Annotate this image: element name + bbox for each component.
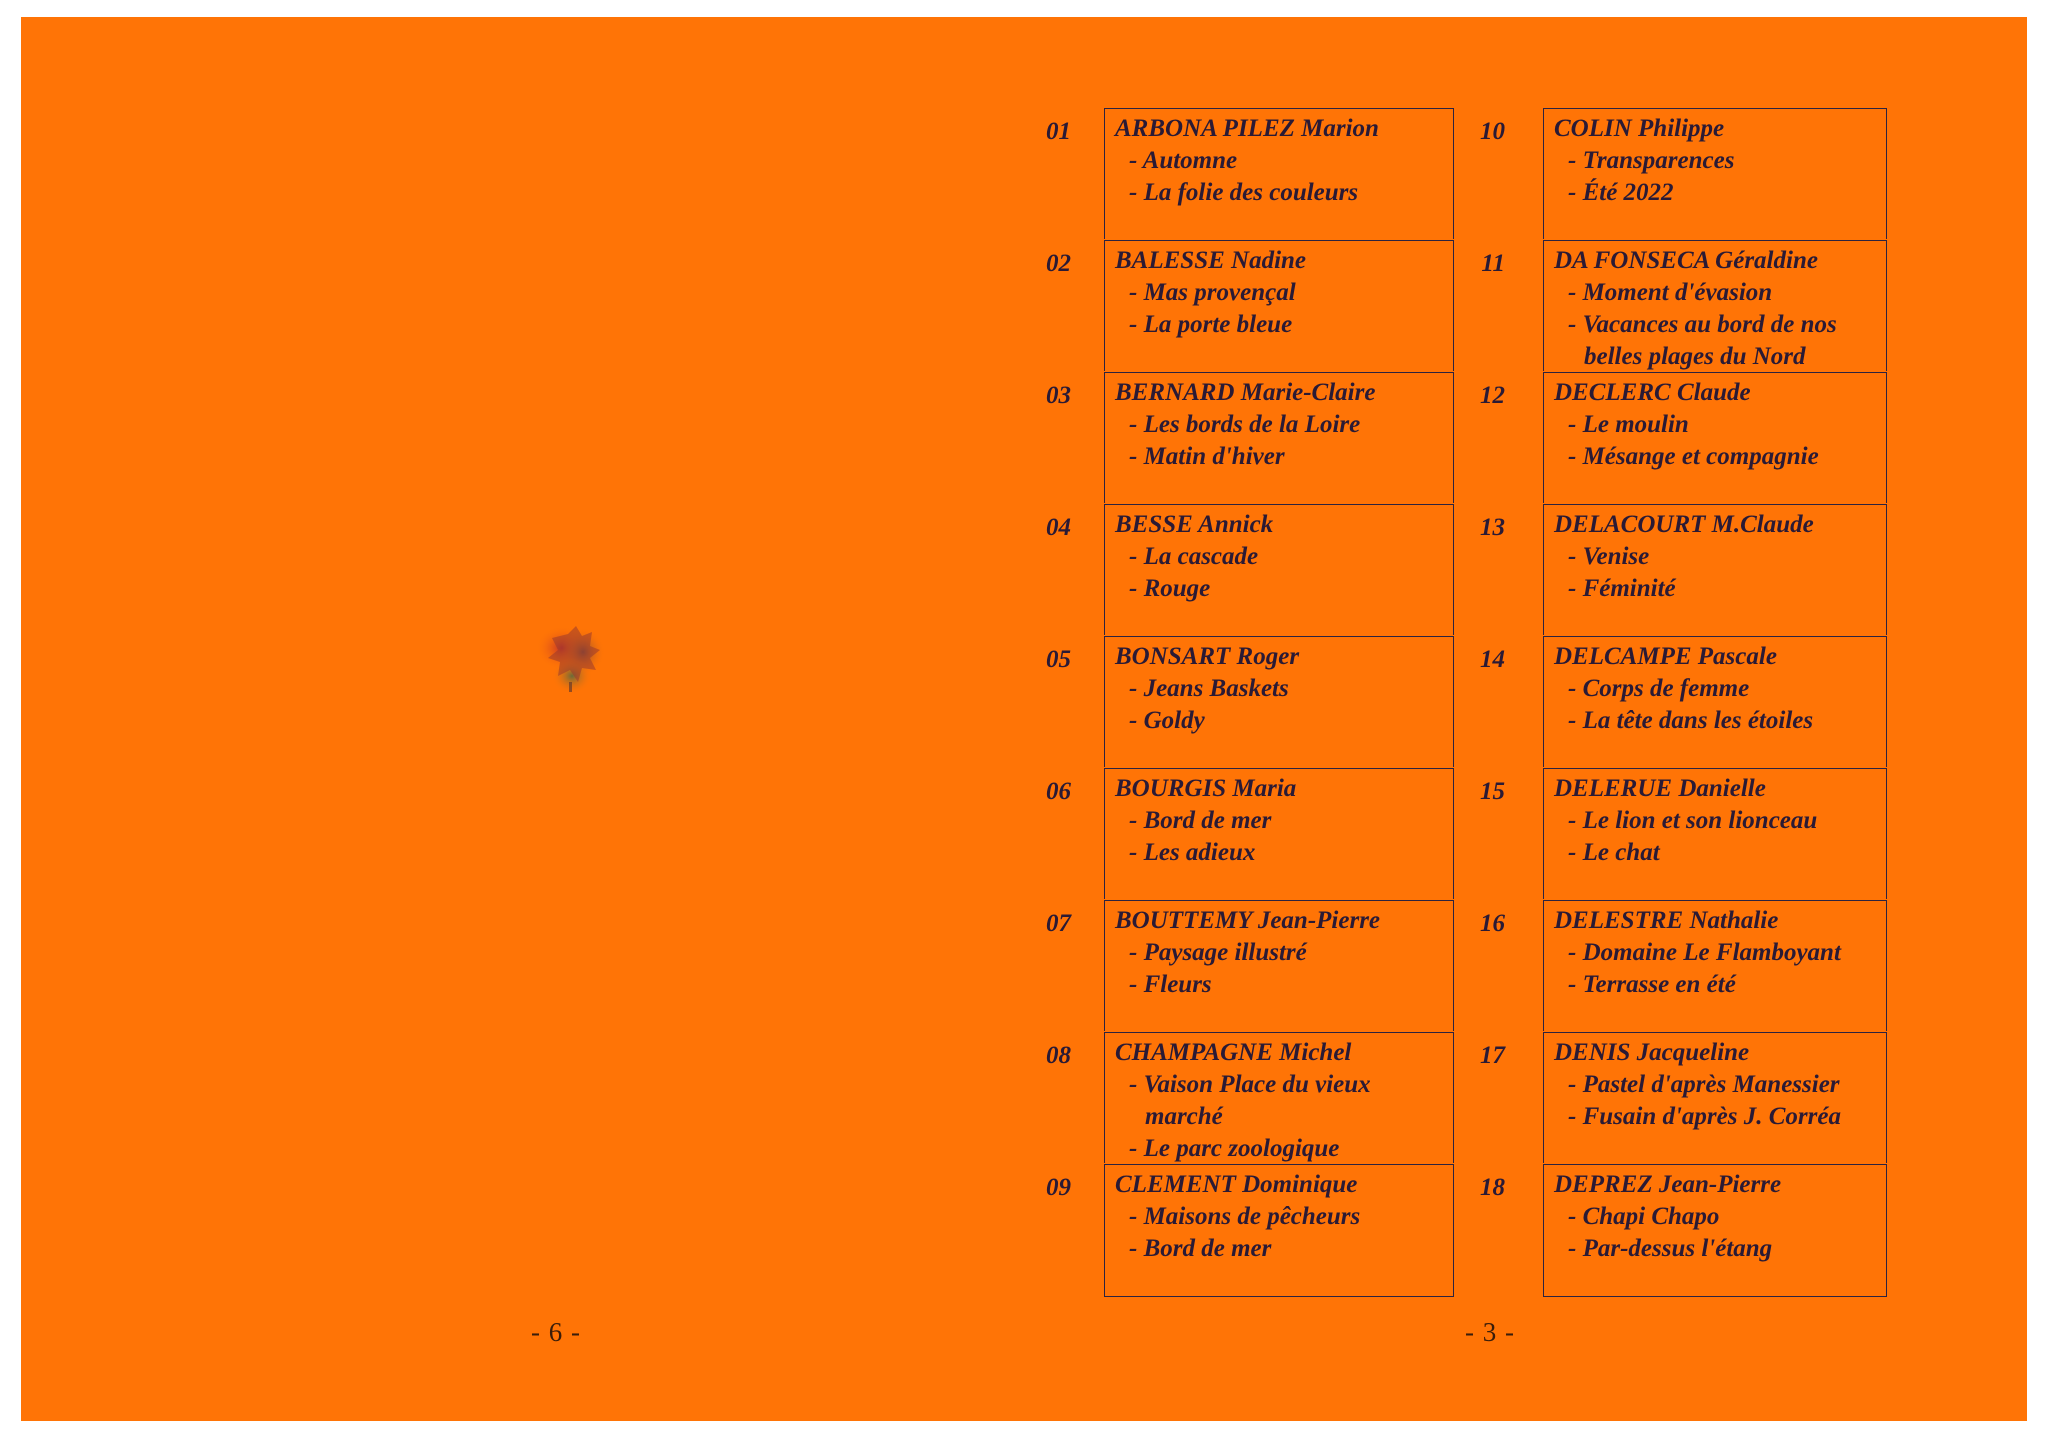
artwork-title-text: - La tête dans les étoiles — [1568, 707, 1814, 734]
artwork-title — [1568, 1069, 1886, 1101]
artwork-title-text: - Les bords de la Loire — [1129, 411, 1361, 438]
entry-box — [1543, 636, 1887, 767]
artwork-title-text: - La folie des couleurs — [1129, 179, 1359, 206]
artist-name: ARBONA PILEZ Marion — [1115, 115, 1379, 142]
entry-box — [1104, 1032, 1454, 1163]
artwork-title — [1129, 673, 1453, 705]
artwork-title-text: - Transparences — [1568, 147, 1735, 174]
artist-name: COLIN Philippe — [1554, 115, 1725, 142]
artwork-title-text: - Jeans Baskets — [1129, 675, 1289, 702]
artist-name: BALESSE Nadine — [1115, 247, 1307, 274]
artwork-title — [1129, 1101, 1453, 1133]
artwork-title-text: - Paysage illustré — [1129, 939, 1307, 966]
artist-name: BERNARD Marie-Claire — [1115, 379, 1376, 406]
artwork-title-text: - Vaison Place du vieux — [1129, 1071, 1371, 1098]
entry-box — [1543, 372, 1887, 503]
artwork-title — [1568, 1233, 1886, 1265]
entry-number: 15 — [1480, 778, 1505, 805]
artwork-title — [1129, 1133, 1453, 1165]
artist-name: CLEMENT Dominique — [1115, 1171, 1358, 1198]
artist-name: DELCAMPE Pascale — [1554, 643, 1777, 670]
entry-number: 14 — [1480, 646, 1505, 673]
artwork-title-text: - Bord de mer — [1129, 807, 1272, 834]
page-number-right: - 3 - — [1465, 1317, 1515, 1347]
artwork-title — [1129, 837, 1453, 869]
entry-box — [1104, 636, 1454, 767]
artwork-title — [1568, 177, 1886, 209]
artwork-title — [1129, 409, 1453, 441]
entry-box — [1104, 768, 1454, 899]
entry-box — [1543, 108, 1887, 239]
artwork-title — [1568, 409, 1886, 441]
artist-name: DA FONSECA Géraldine — [1554, 247, 1818, 274]
entry-number: 12 — [1480, 382, 1505, 409]
artwork-title — [1568, 1101, 1886, 1133]
artwork-title — [1129, 969, 1453, 1001]
entry-box — [1104, 504, 1454, 635]
artwork-title-text: - Maisons de pêcheurs — [1129, 1203, 1361, 1230]
artwork-title-text: - Venise — [1568, 543, 1650, 570]
artist-name: DELESTRE Nathalie — [1554, 907, 1779, 934]
artwork-title — [1129, 1069, 1453, 1101]
artwork-title-text: - Mésange et compagnie — [1568, 443, 1819, 470]
entry-number: 17 — [1480, 1042, 1505, 1069]
artist-name: BOURGIS Maria — [1115, 775, 1297, 802]
artwork-title-text: - Les adieux — [1129, 839, 1256, 866]
artwork-title-text: - Le parc zoologique — [1129, 1135, 1340, 1162]
artist-name: CHAMPAGNE Michel — [1115, 1039, 1352, 1066]
entry-box — [1104, 900, 1454, 1031]
artwork-title — [1129, 1201, 1453, 1233]
artwork-title-text: - Goldy — [1129, 707, 1205, 734]
artwork-title-text: - Le chat — [1568, 839, 1660, 866]
artist-name: DELACOURT M.Claude — [1554, 511, 1814, 538]
artist-name: DECLERC Claude — [1554, 379, 1751, 406]
artwork-title — [1568, 573, 1886, 605]
artwork-title — [1568, 441, 1886, 473]
artwork-title — [1568, 673, 1886, 705]
artwork-title — [1568, 937, 1886, 969]
artwork-title-text: - Le moulin — [1568, 411, 1689, 438]
artwork-title — [1568, 145, 1886, 177]
entry-number: 03 — [1046, 382, 1071, 409]
artwork-title — [1568, 277, 1886, 309]
artwork-title — [1129, 805, 1453, 837]
entry-box — [1104, 1164, 1454, 1297]
artist-name: BOUTTEMY Jean-Pierre — [1115, 907, 1381, 934]
artist-name: DELERUE Danielle — [1554, 775, 1766, 802]
artwork-title — [1129, 1233, 1453, 1265]
artwork-title — [1129, 145, 1453, 177]
artwork-title — [1568, 541, 1886, 573]
booklet-sheet — [21, 17, 2027, 1421]
artwork-title-text: - Vacances au bord de nos — [1568, 311, 1837, 338]
artwork-title-text: - Féminité — [1568, 575, 1676, 602]
artwork-title-text: marché — [1145, 1103, 1223, 1130]
entry-number: 02 — [1046, 250, 1071, 277]
artwork-title-text: - Fleurs — [1129, 971, 1212, 998]
artwork-title — [1568, 805, 1886, 837]
artwork-title-text: - Matin d'hiver — [1129, 443, 1285, 470]
entry-number: 09 — [1046, 1174, 1071, 1201]
entry-number: 11 — [1481, 250, 1505, 277]
artwork-title — [1568, 705, 1886, 737]
artwork-title — [1129, 573, 1453, 605]
artwork-title — [1568, 309, 1886, 341]
artwork-title-text: - Par-dessus l'étang — [1568, 1235, 1773, 1262]
entry-number: 13 — [1480, 514, 1505, 541]
artwork-title-text: - La porte bleue — [1129, 311, 1293, 338]
entry-box — [1104, 240, 1454, 371]
entry-number: 01 — [1046, 118, 1071, 145]
entry-number: 18 — [1480, 1174, 1505, 1201]
artwork-title-text: - La cascade — [1129, 543, 1259, 570]
entry-number: 08 — [1046, 1042, 1071, 1069]
entry-number: 10 — [1480, 118, 1505, 145]
page-number-left: - 6 - — [531, 1317, 581, 1347]
artwork-title-text: - Fusain d'après J. Corréa — [1568, 1103, 1841, 1130]
artwork-title — [1129, 937, 1453, 969]
artwork-title-text: - Terrasse en été — [1568, 971, 1736, 998]
artwork-title-text: - Chapi Chapo — [1568, 1203, 1720, 1230]
entry-number: 07 — [1046, 910, 1071, 937]
artwork-title-text: - Le lion et son lionceau — [1568, 807, 1818, 834]
entry-box — [1543, 1164, 1887, 1297]
artwork-title — [1129, 277, 1453, 309]
artwork-title — [1568, 1201, 1886, 1233]
entry-number: 04 — [1046, 514, 1071, 541]
artist-name: DEPREZ Jean-Pierre — [1554, 1171, 1782, 1198]
entry-box — [1104, 108, 1454, 239]
artwork-title — [1129, 705, 1453, 737]
artwork-title — [1568, 341, 1886, 373]
artwork-title-text: - Rouge — [1129, 575, 1211, 602]
artwork-title-text: - Été 2022 — [1568, 179, 1674, 206]
artwork-title — [1129, 441, 1453, 473]
artwork-title-text: - Automne — [1129, 147, 1238, 174]
entry-number: 06 — [1046, 778, 1071, 805]
artwork-title — [1568, 837, 1886, 869]
artwork-title — [1568, 969, 1886, 1001]
artist-name: DENIS Jacqueline — [1554, 1039, 1750, 1066]
artwork-title — [1129, 177, 1453, 209]
artwork-title-text: - Corps de femme — [1568, 675, 1750, 702]
artwork-title — [1129, 309, 1453, 341]
artwork-title-text: - Mas provençal — [1129, 279, 1296, 306]
artwork-title-text: belles plages du Nord — [1584, 343, 1806, 370]
artist-name: BONSART Roger — [1115, 643, 1300, 670]
entry-box — [1543, 900, 1887, 1031]
artist-name: BESSE Annick — [1115, 511, 1274, 538]
entry-box — [1104, 372, 1454, 503]
entry-box — [1543, 240, 1887, 371]
entry-box — [1543, 504, 1887, 635]
entry-number: 05 — [1046, 646, 1071, 673]
artwork-title-text: - Moment d'évasion — [1568, 279, 1773, 306]
maple-leaf-decoration — [528, 614, 618, 704]
entry-box — [1543, 768, 1887, 899]
entry-number: 16 — [1480, 910, 1505, 937]
artwork-title-text: - Pastel d'après Manessier — [1568, 1071, 1840, 1098]
artwork-title-text: - Bord de mer — [1129, 1235, 1272, 1262]
artwork-title-text: - Domaine Le Flamboyant — [1568, 939, 1841, 966]
artwork-title — [1129, 541, 1453, 573]
entry-box — [1543, 1032, 1887, 1163]
